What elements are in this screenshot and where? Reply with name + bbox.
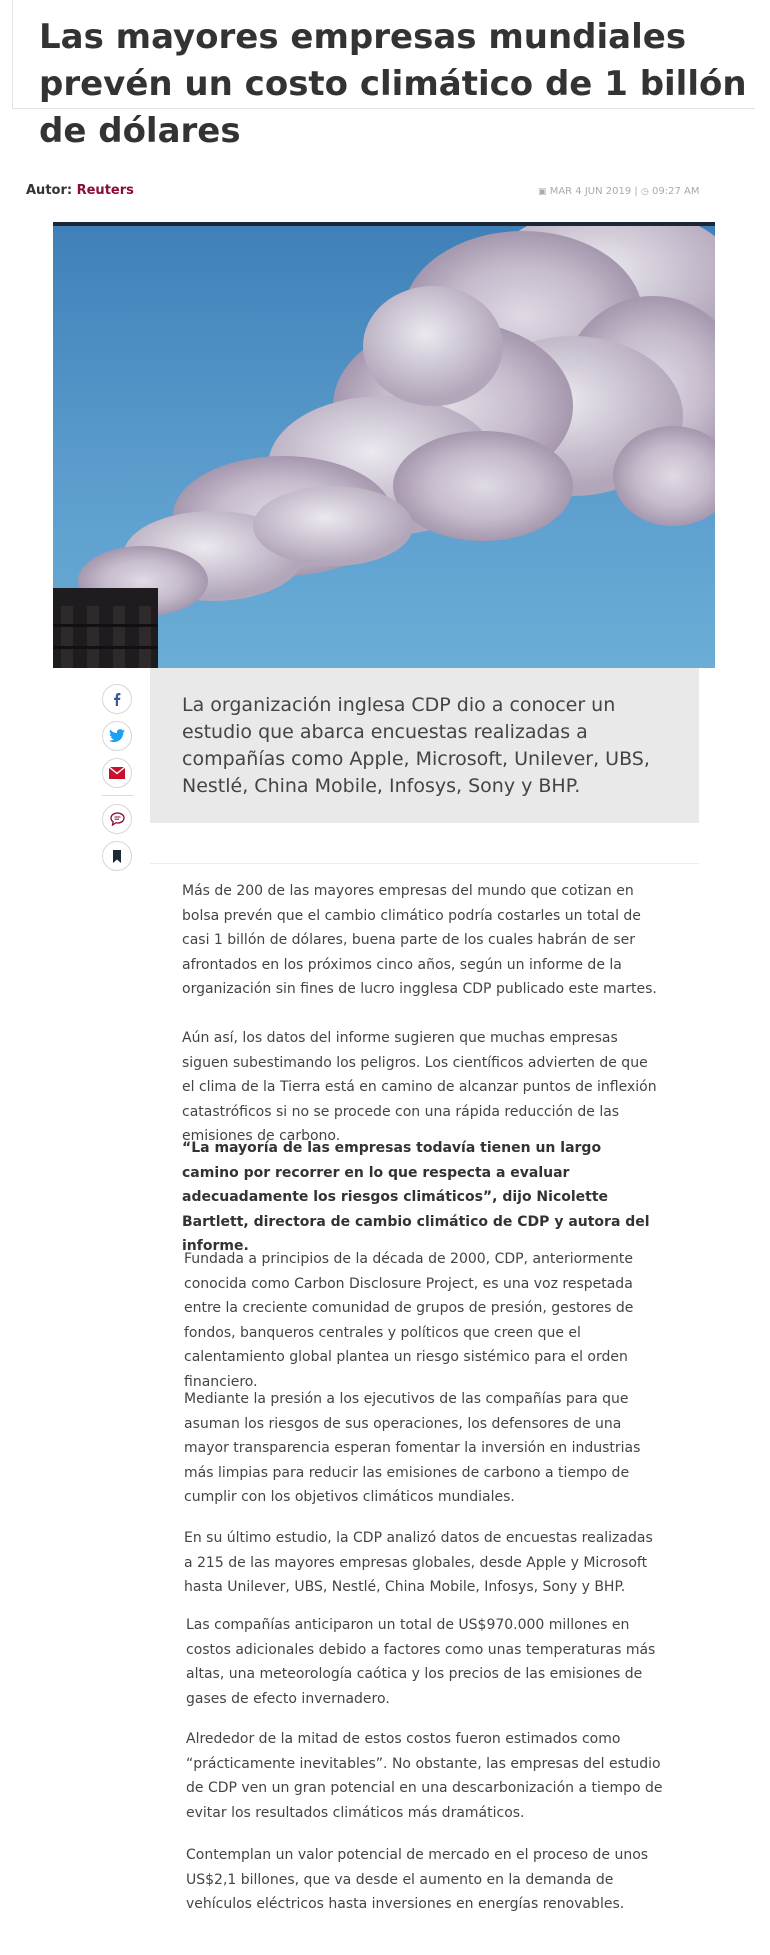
paragraph-2: Aún así, los datos del informe sugieren que muchas empresas siguen subestimando los peligros. Los científicos advierten de que el clima de la Tierra está en camino de alcanzar puntos de inflexión catastróficos si no se procede con una rápida reducción de las emisiones de carbono.	[182, 1030, 657, 1144]
calendar-icon: ▣	[538, 187, 547, 197]
author-link[interactable]: Reuters	[76, 183, 134, 198]
twitter-share-button[interactable]	[102, 721, 132, 751]
chimney	[53, 588, 158, 668]
bookmark-button[interactable]	[102, 841, 132, 871]
paragraph-4: Fundada a principios de la década de 2000, CDP, anteriormente conocida como Carbon Disclosure Project, es una voz respetada entre la creciente comunidad de grupos de presión, gestores de fondos, banqueros centrales y políticos que creen que el calentamiento global plantea un riesgo sistémico para el orden financiero.	[184, 1251, 634, 1390]
paragraph-7: Las compañías anticiparon un total de US$970.000 millones en costos adicionales debido a factores como unas temperaturas más altas, una meteorología caótica y los precios de las emisiones de gases de efecto invernadero.	[186, 1617, 656, 1707]
paragraph-quote: “La mayoría de las empresas todavía tienen un largo camino por recorrer en lo que respecta a evaluar adecuadamente los riesgos climáticos”, dijo Nicolette Bartlett, directora de cambio climático de CDP y autora del informe.	[182, 1140, 650, 1254]
dateline	[538, 186, 699, 197]
lede-box	[150, 668, 699, 823]
comment-icon	[110, 812, 125, 826]
share-separator	[102, 795, 134, 796]
facebook-icon	[110, 692, 124, 706]
author-label: Autor:	[26, 183, 73, 198]
content-divider	[150, 863, 699, 864]
title-box	[12, 0, 755, 151]
comment-button[interactable]	[102, 804, 132, 834]
paragraph-6: En su último estudio, la CDP analizó datos de encuestas realizadas a 215 de las mayores empresas globales, desde Apple y Microsoft hasta Unilever, UBS, Nestlé, China Mobile, Infosys, Sony y BHP.	[184, 1530, 653, 1595]
facebook-share-button[interactable]	[102, 684, 132, 714]
paragraph-5: Mediante la presión a los ejecutivos de las compañías para que asuman los riesgos de sus operaciones, los defensores de una mayor transparencia esperan fomentar la inversión en industrias más limpias para reducir las emisiones de carbono a tiempo de cumplir con los objetivos climáticos mundiales.	[184, 1391, 641, 1505]
twitter-icon	[109, 729, 125, 743]
hero-image	[53, 222, 715, 668]
paragraph-9: Contemplan un valor potencial de mercado en el proceso de unos US$2,1 billones, que va desde el aumento en la demanda de vehículos eléctricos hasta inversiones en energías renovables.	[186, 1847, 649, 1912]
share-bar	[102, 684, 134, 878]
article-lede: La organización inglesa CDP dio a conocer un estudio que abarca encuestas realizadas a compañías como Apple, Microsoft, Unilever, UBS, Nestlé, China Mobile, Infosys, Sony y BHP.	[182, 694, 650, 797]
article-title: Las mayores empresas mundiales prevén un costo climático de 1 billón de dólares	[39, 17, 747, 151]
paragraph-8: Alrededor de la mitad de estos costos fueron estimados como “prácticamente inevitables”. No obstante, las empresas del estudio de CDP ven un gran potencial en una descarbonización a tiempo de evitar los resultados climáticos más dramáticos.	[186, 1731, 663, 1821]
email-share-button[interactable]	[102, 758, 132, 788]
date-separator: |	[634, 186, 638, 197]
article-time: 09:27 AM	[652, 186, 700, 197]
smokestack-photo	[53, 226, 715, 668]
article-date: MAR 4 JUN 2019	[549, 186, 632, 197]
byline	[26, 183, 134, 198]
bookmark-icon	[112, 850, 122, 863]
email-icon	[109, 767, 125, 779]
clock-icon: ◷	[640, 187, 649, 197]
paragraph-1: Más de 200 de las mayores empresas del mundo que cotizan en bolsa prevén que el cambio climático podría costarles un total de casi 1 billón de dólares, buena parte de los cuales habrán de ser afrontados en los próximos cinco años, según un informe de la organización sin fines de lucro ingglesa CDP publicado este martes.	[182, 883, 657, 997]
